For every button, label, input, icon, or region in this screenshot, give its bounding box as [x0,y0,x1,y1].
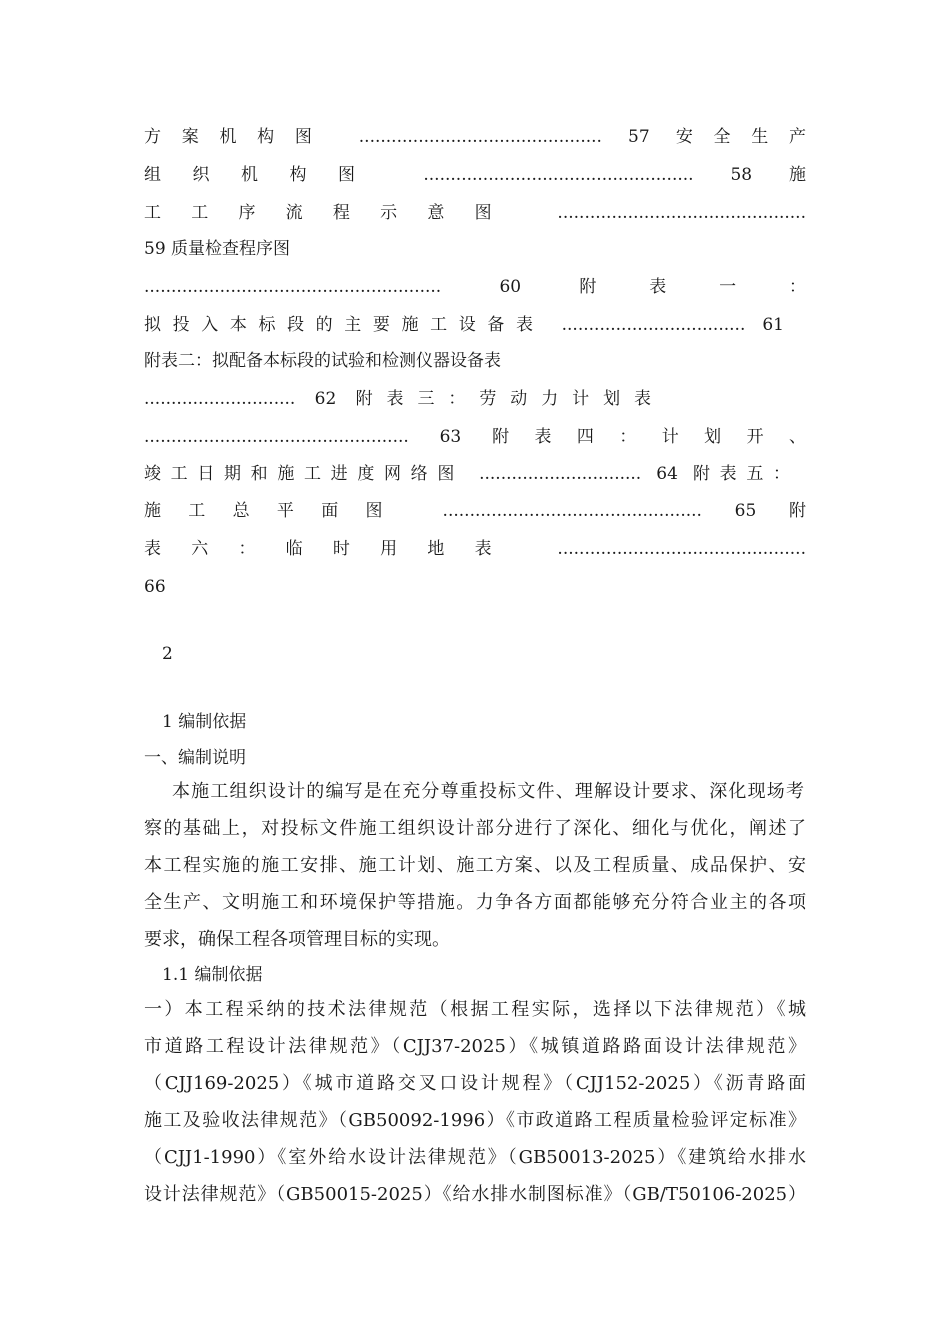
paragraph-line: 本工程实施的施工安排、施工计划、施工方案、以及工程质量、成品保护、安 [144,855,806,876]
paragraph-line: （CJJ1-1990）《室外给水设计法律规范》（GB50013-2025）《建筑给水排水 [144,1147,806,1168]
toc-line: 附表二：拟配备本标段的试验和检测仪器设备表 [144,351,501,371]
toc-line: 施工总平面图 ................................................ 65 附 [144,501,806,521]
toc-line: 66 [144,577,166,597]
toc-line: 方案机构图 ............................................. 57 安全生产 [144,127,806,147]
paragraph-line: 市道路工程设计法律规范》（CJJ37-2025）《城镇道路路面设计法律规范》 [144,1036,806,1057]
toc-line: ................................................. 63 附表四：计划开、 [144,427,806,447]
toc-line: ............................ 62 附表三：劳动力计划表 [144,389,651,409]
sub-heading: 一、编制说明 [144,748,246,768]
paragraph-line: 本施工组织设计的编写是在充分尊重投标文件、理解设计要求、深化现场考 [172,781,804,802]
toc-line: 表六：临时用地表 .............................................. [144,539,806,559]
toc-line: 组织机构图 .................................................. 58 施 [144,165,806,185]
paragraph-line: 一）本工程采纳的技术法律规范（根据工程实际，选择以下法律规范）《城 [144,999,806,1020]
paragraph-line: 要求，确保工程各项管理目标的实现。 [144,929,450,950]
paragraph-line: （CJJ169-2025）《城市道路交叉口设计规程》（CJJ152-2025）《沥青路面 [144,1073,806,1094]
section-heading: 1 编制依据 [162,712,247,732]
paragraph-line: 察的基础上，对投标文件施工组织设计部分进行了深化、细化与优化，阐述了 [144,818,806,839]
toc-line: 工工序流程示意图 .............................................. [144,203,806,223]
paragraph-line: 设计法律规范》（GB50015-2025）《给水排水制图标准》（GB/T50106-2025） [144,1184,806,1205]
toc-line: 59 质量检查程序图 [144,239,291,259]
paragraph-line: 全生产、文明施工和环境保护等措施。力争各方面都能够充分符合业主的各项 [144,892,806,913]
toc-line: 拟投入本标段的主要施工设备表 .................................. 61 [144,315,784,335]
toc-line: 竣工日期和施工进度网络图 .............................. 64 附表五： [144,464,790,484]
paragraph-line: 施工及验收法律规范》（GB50092-1996）《市政道路工程质量检验评定标准》 [144,1110,806,1131]
toc-line: ....................................................... 60 附表一： [144,277,806,297]
sub-section-heading: 1.1 编制依据 [162,965,263,985]
page-number: 2 [162,644,173,664]
